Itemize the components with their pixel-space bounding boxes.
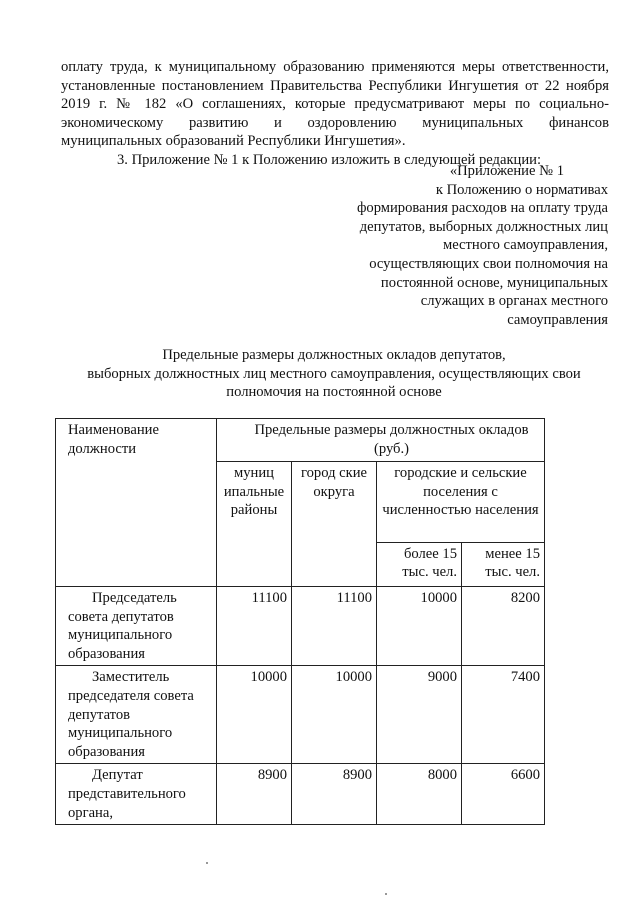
header-city-districts: город ские округа <box>292 462 377 587</box>
intro-line-2: установленные постановлением Правительства Республики Ингушетия от 22 ноября <box>61 77 609 94</box>
cell-municipal: 11100 <box>217 587 292 666</box>
intro-line-4: экономическому развитию и оздоровлению муниципальных финансов <box>61 114 609 131</box>
scan-speck <box>206 862 208 864</box>
appendix-header <box>308 162 608 329</box>
table-title-line-3: полномочия на постоянной основе <box>226 384 442 401</box>
cell-more-15k: 10000 <box>377 587 462 666</box>
header-more-15k: более 15 тыс. чел. <box>377 542 462 586</box>
appendix-line-7: постоянной основе, муниципальных <box>380 274 608 291</box>
appendix-line-5: местного самоуправления, <box>442 237 608 254</box>
salary-table <box>55 418 545 825</box>
header-municipal-districts: муниц ипальные районы <box>217 462 292 587</box>
header-position-name: Наименование должности <box>56 419 217 587</box>
cell-city: 8900 <box>292 764 377 825</box>
appendix-line-1: «Приложение № 1 <box>449 163 564 179</box>
table-header-row <box>56 419 545 462</box>
appendix-line-2: к Положению о нормативах <box>435 181 608 198</box>
table-title <box>60 346 608 402</box>
table-row <box>56 666 545 764</box>
appendix-line-8: служащих в органах местного <box>420 293 608 310</box>
intro-line-1: оплату труда, к муниципальному образованию применяются меры ответственности, <box>61 59 609 75</box>
table-title-line-1: Предельные размеры должностных окладов депутатов, <box>162 347 506 363</box>
item-3-text: 3. Приложение № 1 к Положению изложить в следующей редакции: <box>117 152 542 168</box>
intro-line-3: 2019 г. № 182 «О соглашениях, которые предусматривают меры по социально- <box>61 96 609 113</box>
intro-line-5: муниципальных образований Республики Ингушетия». <box>61 133 406 150</box>
cell-city: 10000 <box>292 666 377 764</box>
header-settlements: городские и сельские поселения с численностью населения <box>377 462 545 543</box>
cell-city: 11100 <box>292 587 377 666</box>
header-less-15k: менее 15 тыс. чел. <box>462 542 545 586</box>
row-name: Председатель совета депутатов муниципального образования <box>56 587 217 666</box>
table-row <box>56 764 545 825</box>
appendix-line-6: осуществляющих свои полномочия на <box>369 255 608 272</box>
cell-municipal: 10000 <box>217 666 292 764</box>
table-title-line-2: выборных должностных лиц местного самоуправления, осуществляющих свои <box>87 365 581 382</box>
cell-municipal: 8900 <box>217 764 292 825</box>
appendix-line-3: формирования расходов на оплату труда <box>356 200 608 217</box>
cell-less-15k: 8200 <box>462 587 545 666</box>
intro-paragraph <box>61 58 609 151</box>
row-name: Заместитель председателя совета депутатов муниципального образования <box>56 666 217 764</box>
appendix-line-9: самоуправления <box>507 311 608 328</box>
table-row <box>56 587 545 666</box>
cell-more-15k: 8000 <box>377 764 462 825</box>
cell-less-15k: 6600 <box>462 764 545 825</box>
cell-more-15k: 9000 <box>377 666 462 764</box>
scan-speck <box>385 893 387 895</box>
cell-less-15k: 7400 <box>462 666 545 764</box>
appendix-line-4: депутатов, выборных должностных лиц <box>359 218 608 235</box>
header-salary-group: Предельные размеры должностных окладов (руб.) <box>217 419 545 462</box>
row-name: Депутат представительного органа, <box>56 764 217 825</box>
